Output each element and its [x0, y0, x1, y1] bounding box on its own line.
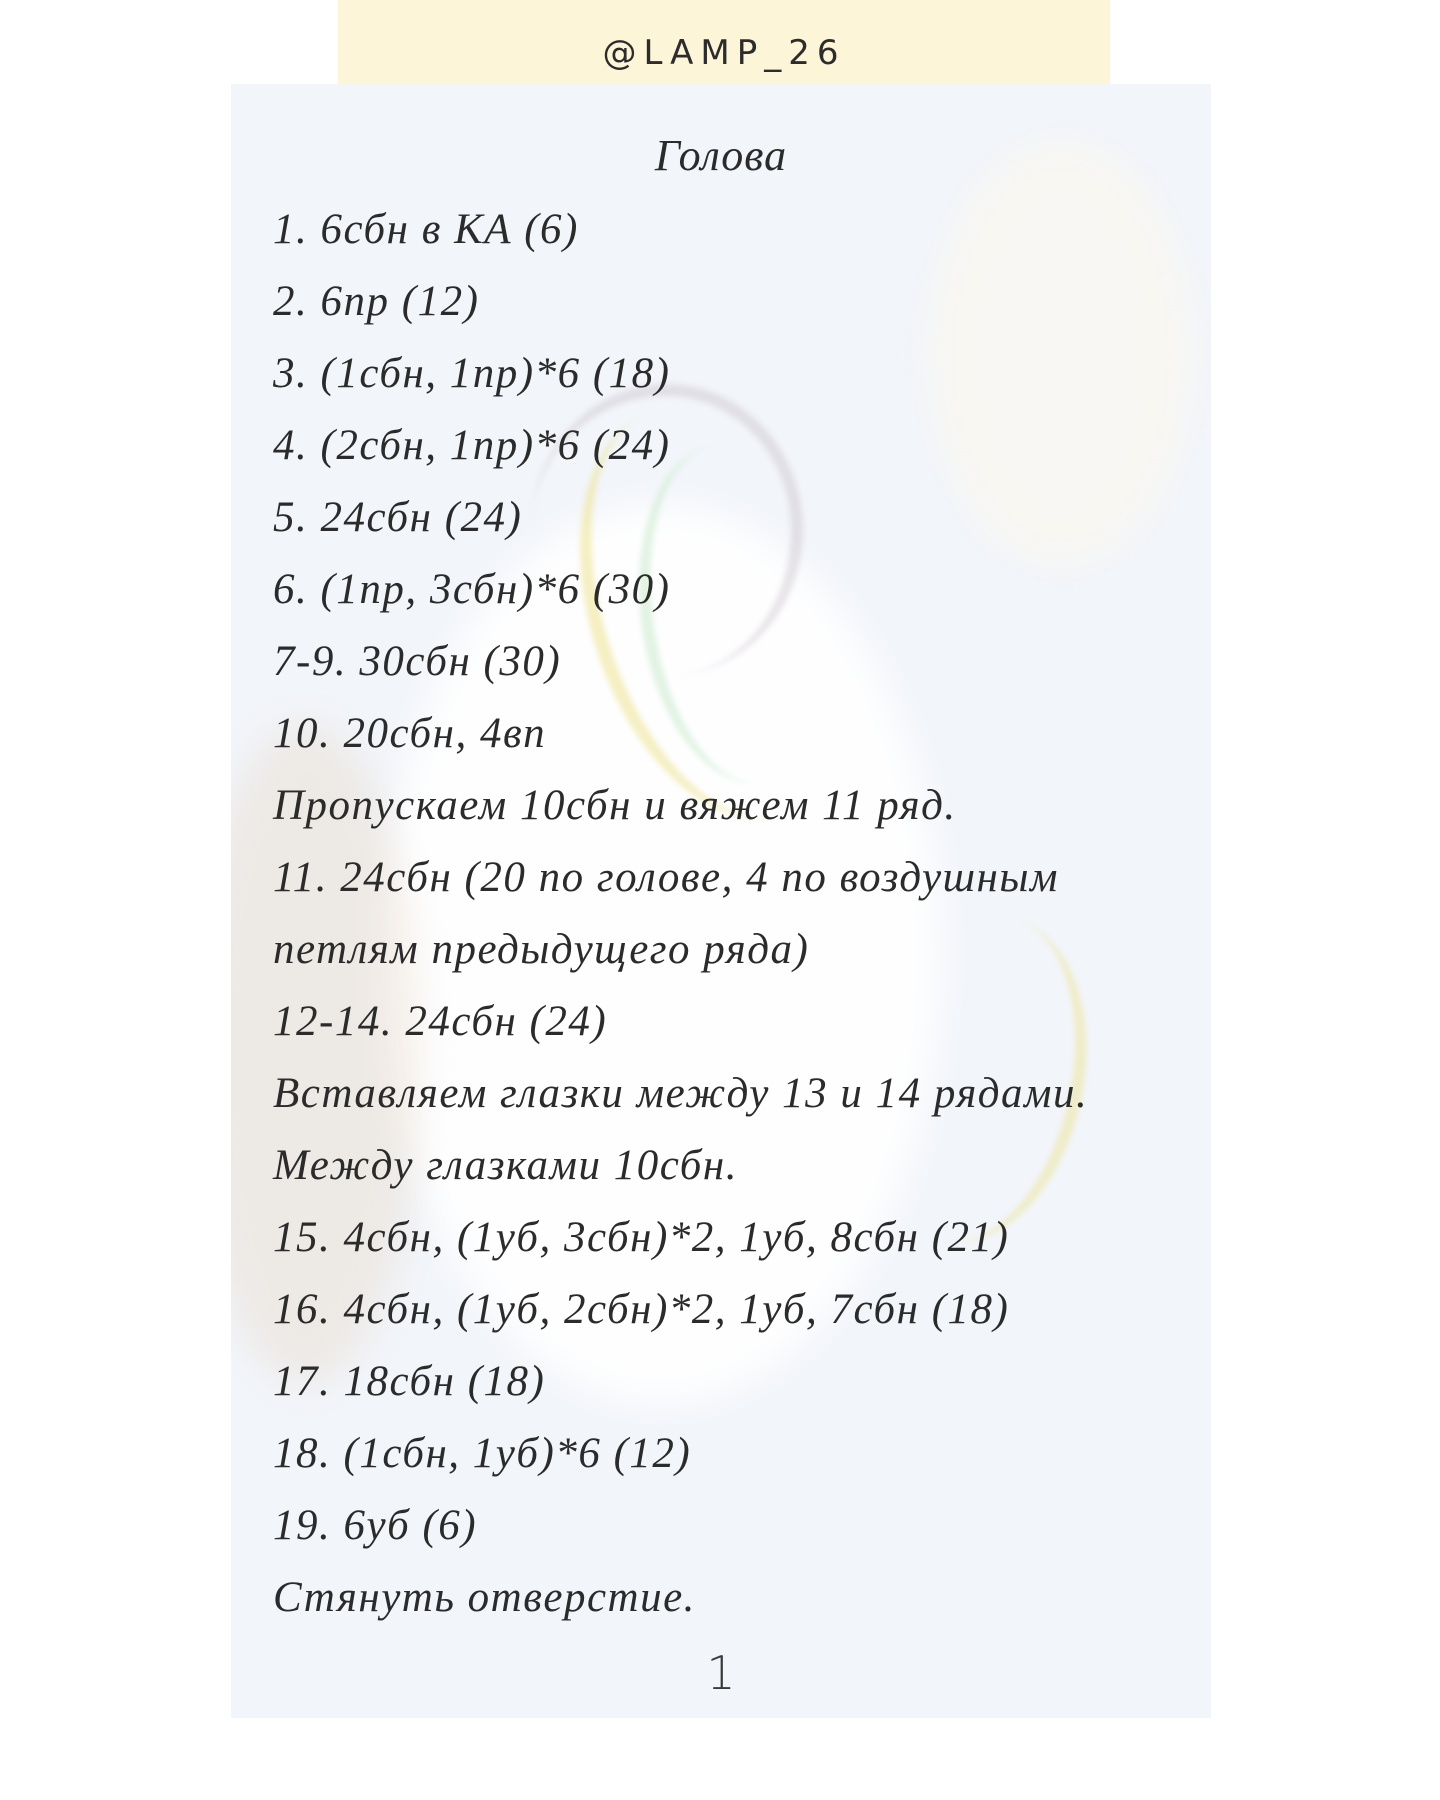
pattern-line: 15. 4сбн, (1уб, 3сбн)*2, 1уб, 8сбн (21) — [273, 1214, 1010, 1261]
pattern-line: 12-14. 24сбн (24) — [273, 998, 608, 1045]
pattern-line: Пропускаем 10сбн и вяжем 11 ряд. — [273, 782, 957, 829]
pattern-line: 6. (1пр, 3сбн)*6 (30) — [273, 566, 671, 613]
pattern-line: 17. 18сбн (18) — [273, 1358, 546, 1405]
pattern-line: Вставляем глазки между 13 и 14 рядами. — [273, 1070, 1089, 1117]
pattern-line: 19. 6уб (6) — [273, 1502, 478, 1549]
pattern-rows — [273, 194, 1173, 1634]
pattern-line: Между глазками 10сбн. — [273, 1142, 738, 1189]
pattern-line: 16. 4сбн, (1уб, 2сбн)*2, 1уб, 7сбн (18) — [273, 1286, 1010, 1333]
page-number: 1 — [706, 1646, 736, 1700]
pattern-line: 4. (2сбн, 1пр)*6 (24) — [273, 422, 671, 469]
section-title: Голова — [654, 131, 788, 180]
pattern-card — [231, 84, 1211, 1718]
pattern-line: Стянуть отверстие. — [273, 1574, 696, 1621]
pattern-line: 3. (1сбн, 1пр)*6 (18) — [273, 350, 671, 397]
pattern-line: 10. 20сбн, 4вп — [273, 710, 547, 757]
pattern-line: 11. 24сбн (20 по голове, 4 по воздушным — [273, 854, 1059, 901]
pattern-line: петлям предыдущего ряда) — [273, 926, 810, 973]
pattern-line: 18. (1сбн, 1уб)*6 (12) — [273, 1430, 692, 1477]
pattern-line: 7-9. 30сбн (30) — [273, 638, 562, 685]
pattern-line: 1. 6сбн в КА (6) — [273, 206, 579, 253]
pattern-line: 2. 6пр (12) — [273, 278, 480, 325]
pattern-content — [231, 84, 1211, 1718]
pattern-line: 5. 24сбн (24) — [273, 494, 523, 541]
author-handle: @LAMP_26 — [602, 32, 846, 73]
